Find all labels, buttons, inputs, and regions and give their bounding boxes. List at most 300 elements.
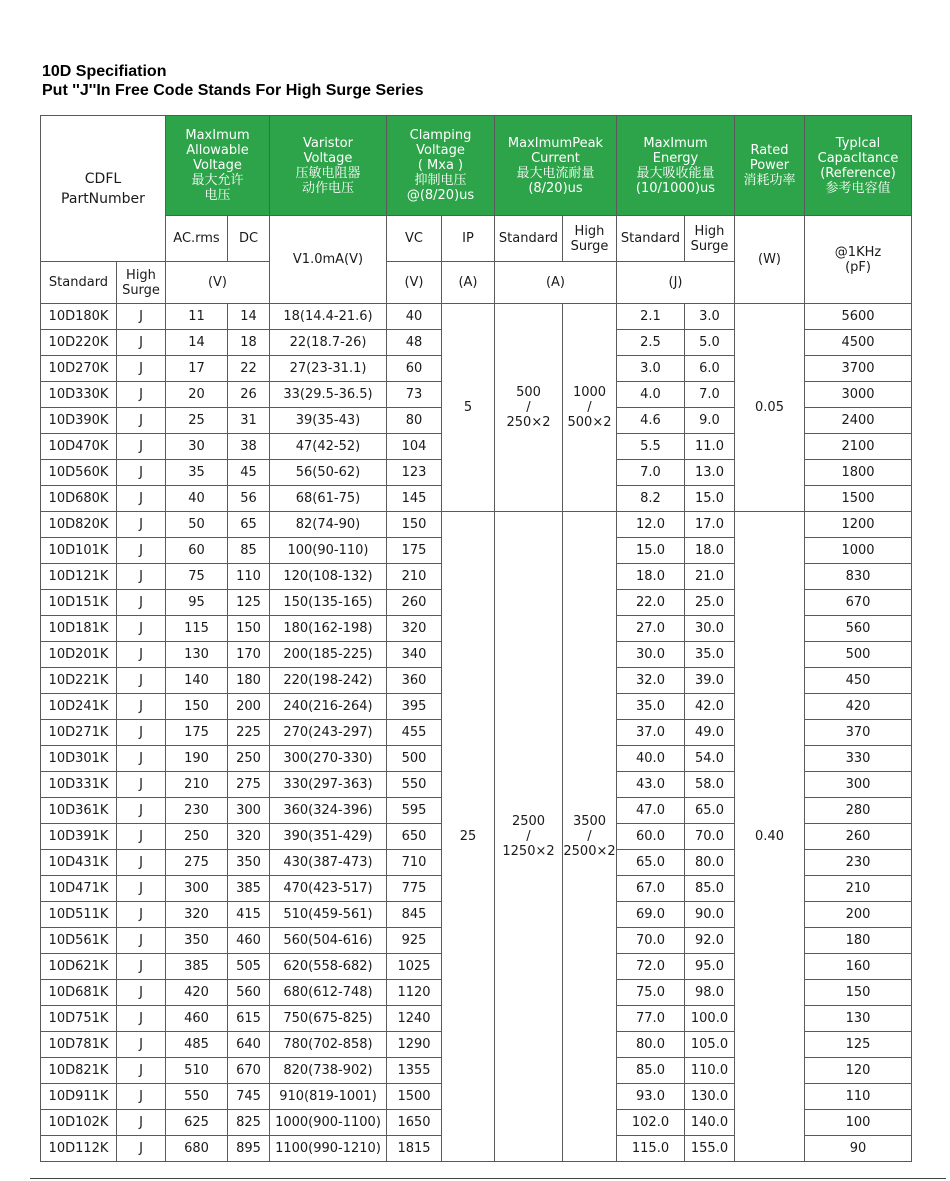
part-number: 10D511K	[41, 902, 117, 928]
energy-standard-value: 7.0	[617, 460, 685, 486]
rated-power-value: 0.05	[735, 304, 805, 512]
varistor-voltage-header	[270, 116, 387, 216]
ac-rms-value: 175	[166, 720, 228, 746]
vc-value: 925	[387, 928, 442, 954]
varistor-voltage-value: 390(351-429)	[270, 824, 387, 850]
peak-l2: Current	[531, 150, 580, 166]
varistor-voltage-value: 910(819-1001)	[270, 1084, 387, 1110]
energy-standard-value: 115.0	[617, 1136, 685, 1162]
high-surge-code: J	[117, 902, 166, 928]
peak-current-header	[495, 116, 617, 216]
part-number: 10D101K	[41, 538, 117, 564]
ac-rms-value: 75	[166, 564, 228, 590]
part-number: 10D471K	[41, 876, 117, 902]
dc-value: 85	[228, 538, 270, 564]
capacitance-value: 230	[805, 850, 912, 876]
cap-l2: CapacItance	[817, 150, 899, 166]
ac-rms-value: 350	[166, 928, 228, 954]
varistor-voltage-value: 330(297-363)	[270, 772, 387, 798]
ac-rms-value: 485	[166, 1032, 228, 1058]
varistor-voltage-value: 560(504-616)	[270, 928, 387, 954]
part-number: 10D221K	[41, 668, 117, 694]
table-row	[41, 304, 912, 330]
ac-rms-value: 320	[166, 902, 228, 928]
energy-standard-value: 4.0	[617, 382, 685, 408]
capacitance-value: 1500	[805, 486, 912, 512]
cap-l4: 参考电容值	[825, 180, 891, 196]
capacitance-value: 120	[805, 1058, 912, 1084]
energy-high-surge-value: 49.0	[685, 720, 735, 746]
high-surge-subheader	[117, 262, 166, 304]
vc-value: 145	[387, 486, 442, 512]
dc-value: 225	[228, 720, 270, 746]
energy-standard-value: 93.0	[617, 1084, 685, 1110]
energy-standard-value: 15.0	[617, 538, 685, 564]
peak-value-line: 1250×2	[502, 844, 555, 859]
energy-high-surge-value: 6.0	[685, 356, 735, 382]
varistor-l2: Voltage	[303, 150, 353, 166]
varistor-voltage-value: 33(29.5-36.5)	[270, 382, 387, 408]
part-number: 10D390K	[41, 408, 117, 434]
vc-value: 73	[387, 382, 442, 408]
energy-high-surge-value: 140.0	[685, 1110, 735, 1136]
ac-rms-value: 35	[166, 460, 228, 486]
part-number: 10D151K	[41, 590, 117, 616]
ac-rms-value: 460	[166, 1006, 228, 1032]
dc-value: 250	[228, 746, 270, 772]
ac-rms-value: 130	[166, 642, 228, 668]
capacitance-value: 90	[805, 1136, 912, 1162]
peak-value-line: 500	[516, 385, 541, 400]
energy-standard-value: 37.0	[617, 720, 685, 746]
vc-value: 40	[387, 304, 442, 330]
vc-value: 650	[387, 824, 442, 850]
peak-value-line: 3500	[572, 814, 607, 829]
ac-rms-value: 60	[166, 538, 228, 564]
power-l2: Power	[749, 158, 790, 173]
varistor-l3: 压敏电阻器	[295, 165, 361, 181]
varistor-voltage-value: 1000(900-1100)	[270, 1110, 387, 1136]
power-unit: (W)	[735, 216, 805, 304]
partnumber-header	[41, 116, 166, 262]
energy-standard-value: 3.0	[617, 356, 685, 382]
dc-value: 125	[228, 590, 270, 616]
capacitance-value: 300	[805, 772, 912, 798]
part-number: 10D181K	[41, 616, 117, 642]
peak-high-surge-value	[563, 512, 617, 1162]
capacitance-value: 2400	[805, 408, 912, 434]
peak-value-line: 250×2	[506, 415, 551, 430]
capacitance-header	[805, 116, 912, 216]
allowable-l3: Voltage	[193, 158, 242, 173]
energy-standard-value: 35.0	[617, 694, 685, 720]
ac-rms-value: 95	[166, 590, 228, 616]
energy-high-surge-value: 92.0	[685, 928, 735, 954]
ac-rms-subheader: AC.rms	[166, 216, 228, 262]
ac-rms-value: 17	[166, 356, 228, 382]
high-surge-code: J	[117, 460, 166, 486]
varistor-voltage-value: 27(23-31.1)	[270, 356, 387, 382]
energy-high-surge-value: 5.0	[685, 330, 735, 356]
energy-standard-value: 67.0	[617, 876, 685, 902]
capacitance-value: 330	[805, 746, 912, 772]
energy-high-surge-value: 7.0	[685, 382, 735, 408]
varistor-voltage-value: 82(74-90)	[270, 512, 387, 538]
ac-rms-value: 25	[166, 408, 228, 434]
capacitance-value: 1800	[805, 460, 912, 486]
energy-standard-value: 47.0	[617, 798, 685, 824]
varistor-voltage-value: 68(61-75)	[270, 486, 387, 512]
allowable-l4: 最大允许	[191, 173, 244, 188]
high-surge-code: J	[117, 330, 166, 356]
part-number: 10D680K	[41, 486, 117, 512]
energy-standard-value: 60.0	[617, 824, 685, 850]
peak-value-line: /	[526, 829, 531, 844]
vc-value: 175	[387, 538, 442, 564]
dc-value: 26	[228, 382, 270, 408]
dc-value: 895	[228, 1136, 270, 1162]
capacitance-value: 110	[805, 1084, 912, 1110]
ip-value: 5	[442, 304, 495, 512]
allowable-l5: 电压	[204, 188, 231, 203]
hs-l1: High	[126, 267, 156, 283]
table-row	[41, 512, 912, 538]
capacitance-value: 130	[805, 1006, 912, 1032]
energy-standard-value: 12.0	[617, 512, 685, 538]
energy-header	[617, 116, 735, 216]
high-surge-code: J	[117, 616, 166, 642]
capacitance-value: 125	[805, 1032, 912, 1058]
peak-value-line: /	[587, 829, 592, 844]
allowable-l2: Allowable	[186, 143, 249, 158]
dc-value: 38	[228, 434, 270, 460]
spec-table	[40, 115, 912, 1162]
energy-l3: 最大吸收能量	[636, 165, 715, 181]
part-number: 10D271K	[41, 720, 117, 746]
varistor-voltage-value: 360(324-396)	[270, 798, 387, 824]
peak-high-surge-value	[563, 304, 617, 512]
part-number: 10D681K	[41, 980, 117, 1006]
ac-rms-value: 11	[166, 304, 228, 330]
capacitance-value: 1000	[805, 538, 912, 564]
varistor-voltage-value: 510(459-561)	[270, 902, 387, 928]
energy-standard-subheader: Standard	[617, 216, 685, 262]
peak-high-surge-subheader	[563, 216, 617, 262]
dc-subheader: DC	[228, 216, 270, 262]
energy-standard-value: 2.5	[617, 330, 685, 356]
dc-value: 415	[228, 902, 270, 928]
partnumber-header-l2: PartNumber	[61, 190, 145, 207]
peak-hs-l2: Surge	[570, 238, 609, 254]
high-surge-code: J	[117, 850, 166, 876]
energy-high-surge-value: 30.0	[685, 616, 735, 642]
energy-high-surge-value: 9.0	[685, 408, 735, 434]
energy-high-surge-value: 98.0	[685, 980, 735, 1006]
high-surge-code: J	[117, 564, 166, 590]
high-surge-code: J	[117, 1006, 166, 1032]
high-surge-code: J	[117, 798, 166, 824]
ac-rms-value: 420	[166, 980, 228, 1006]
varistor-voltage-value: 220(198-242)	[270, 668, 387, 694]
peak-standard-subheader: Standard	[495, 216, 563, 262]
capacitance-value: 500	[805, 642, 912, 668]
high-surge-code: J	[117, 746, 166, 772]
dc-value: 275	[228, 772, 270, 798]
ac-rms-value: 230	[166, 798, 228, 824]
varistor-voltage-value: 270(243-297)	[270, 720, 387, 746]
high-surge-code: J	[117, 1110, 166, 1136]
clamping-l1: Clamping	[409, 128, 472, 143]
part-number: 10D112K	[41, 1136, 117, 1162]
vc-value: 710	[387, 850, 442, 876]
varistor-voltage-value: 470(423-517)	[270, 876, 387, 902]
part-number: 10D361K	[41, 798, 117, 824]
energy-standard-value: 2.1	[617, 304, 685, 330]
vc-value: 60	[387, 356, 442, 382]
dc-value: 45	[228, 460, 270, 486]
energy-l1: MaxImum	[643, 135, 708, 151]
vc-value: 500	[387, 746, 442, 772]
rated-power-header	[735, 116, 805, 216]
dc-value: 56	[228, 486, 270, 512]
vc-value: 320	[387, 616, 442, 642]
dc-value: 615	[228, 1006, 270, 1032]
dc-value: 300	[228, 798, 270, 824]
ac-rms-value: 115	[166, 616, 228, 642]
high-surge-code: J	[117, 304, 166, 330]
energy-high-surge-value: 130.0	[685, 1084, 735, 1110]
high-surge-code: J	[117, 590, 166, 616]
power-l3: 消耗功率	[743, 173, 796, 188]
dc-value: 560	[228, 980, 270, 1006]
energy-standard-value: 72.0	[617, 954, 685, 980]
vc-value: 595	[387, 798, 442, 824]
allowable-l1: MaxImum	[185, 128, 250, 143]
varistor-l1: Varistor	[303, 135, 353, 151]
energy-standard-value: 43.0	[617, 772, 685, 798]
clamping-l5: @(8/20)us	[406, 188, 475, 203]
energy-high-surge-value: 42.0	[685, 694, 735, 720]
high-surge-code: J	[117, 1136, 166, 1162]
part-number: 10D301K	[41, 746, 117, 772]
varistor-voltage-value: 120(108-132)	[270, 564, 387, 590]
high-surge-code: J	[117, 720, 166, 746]
capacitance-value: 100	[805, 1110, 912, 1136]
varistor-voltage-value: 47(42-52)	[270, 434, 387, 460]
cap-l1: TypIcal	[835, 135, 881, 151]
ip-value: 25	[442, 512, 495, 1162]
varistor-voltage-value: 1100(990-1210)	[270, 1136, 387, 1162]
ac-rms-value: 510	[166, 1058, 228, 1084]
high-surge-code: J	[117, 876, 166, 902]
energy-standard-value: 32.0	[617, 668, 685, 694]
part-number: 10D121K	[41, 564, 117, 590]
varistor-voltage-value: 240(216-264)	[270, 694, 387, 720]
part-number: 10D330K	[41, 382, 117, 408]
high-surge-code: J	[117, 356, 166, 382]
ac-rms-value: 50	[166, 512, 228, 538]
part-number: 10D781K	[41, 1032, 117, 1058]
vc-value: 210	[387, 564, 442, 590]
dc-value: 170	[228, 642, 270, 668]
cap-unit-l1: @1KHz	[834, 244, 882, 260]
varistor-voltage-value: 150(135-165)	[270, 590, 387, 616]
peak-value-line: 1000	[572, 385, 607, 400]
part-number: 10D470K	[41, 434, 117, 460]
capacitance-value: 280	[805, 798, 912, 824]
vc-value: 775	[387, 876, 442, 902]
energy-high-surge-value: 3.0	[685, 304, 735, 330]
high-surge-code: J	[117, 980, 166, 1006]
capacitance-value: 210	[805, 876, 912, 902]
energy-high-surge-value: 80.0	[685, 850, 735, 876]
energy-high-surge-value: 90.0	[685, 902, 735, 928]
energy-standard-value: 18.0	[617, 564, 685, 590]
vc-value: 1120	[387, 980, 442, 1006]
peak-l1: MaxImumPeak	[507, 135, 604, 151]
energy-standard-value: 69.0	[617, 902, 685, 928]
energy-high-surge-value: 39.0	[685, 668, 735, 694]
energy-unit: (J)	[617, 262, 735, 304]
clamping-l2: Voltage	[416, 143, 465, 158]
vc-unit: (V)	[387, 262, 442, 304]
energy-standard-value: 40.0	[617, 746, 685, 772]
vc-value: 845	[387, 902, 442, 928]
part-number: 10D180K	[41, 304, 117, 330]
allowable-voltage-header	[166, 116, 270, 216]
varistor-voltage-value: 300(270-330)	[270, 746, 387, 772]
energy-high-surge-value: 21.0	[685, 564, 735, 590]
part-number: 10D820K	[41, 512, 117, 538]
rated-power-value: 0.40	[735, 512, 805, 1162]
ac-rms-value: 250	[166, 824, 228, 850]
high-surge-code: J	[117, 642, 166, 668]
ac-rms-value: 625	[166, 1110, 228, 1136]
high-surge-code: J	[117, 824, 166, 850]
dc-value: 18	[228, 330, 270, 356]
part-number: 10D561K	[41, 928, 117, 954]
capacitance-value: 450	[805, 668, 912, 694]
dc-value: 745	[228, 1084, 270, 1110]
varistor-voltage-value: 100(90-110)	[270, 538, 387, 564]
vc-subheader: VC	[387, 216, 442, 262]
vc-value: 1025	[387, 954, 442, 980]
vc-value: 123	[387, 460, 442, 486]
varistor-voltage-value: 750(675-825)	[270, 1006, 387, 1032]
high-surge-code: J	[117, 1058, 166, 1084]
energy-high-surge-value: 17.0	[685, 512, 735, 538]
energy-standard-value: 30.0	[617, 642, 685, 668]
energy-high-surge-value: 35.0	[685, 642, 735, 668]
capacitance-value: 420	[805, 694, 912, 720]
dc-value: 505	[228, 954, 270, 980]
part-number: 10D220K	[41, 330, 117, 356]
ac-rms-value: 30	[166, 434, 228, 460]
energy-high-surge-value: 100.0	[685, 1006, 735, 1032]
ac-rms-value: 210	[166, 772, 228, 798]
energy-standard-value: 22.0	[617, 590, 685, 616]
varistor-voltage-value: 680(612-748)	[270, 980, 387, 1006]
ac-rms-value: 150	[166, 694, 228, 720]
energy-high-surge-value: 70.0	[685, 824, 735, 850]
vc-value: 1500	[387, 1084, 442, 1110]
energy-high-surge-value: 25.0	[685, 590, 735, 616]
dc-value: 150	[228, 616, 270, 642]
voltage-unit: (V)	[166, 262, 270, 304]
energy-high-surge-value: 65.0	[685, 798, 735, 824]
vc-value: 80	[387, 408, 442, 434]
dc-value: 320	[228, 824, 270, 850]
bottom-rule	[30, 1178, 946, 1179]
part-number: 10D751K	[41, 1006, 117, 1032]
v1ma-subheader: V1.0mA(V)	[270, 216, 387, 304]
ac-rms-value: 550	[166, 1084, 228, 1110]
varistor-voltage-value: 620(558-682)	[270, 954, 387, 980]
energy-standard-value: 85.0	[617, 1058, 685, 1084]
ip-unit: (A)	[442, 262, 495, 304]
part-number: 10D241K	[41, 694, 117, 720]
dc-value: 350	[228, 850, 270, 876]
part-number: 10D102K	[41, 1110, 117, 1136]
capacitance-value: 4500	[805, 330, 912, 356]
peak-l4: (8/20)us	[528, 180, 583, 196]
clamping-l3: ( Mxa )	[417, 158, 464, 173]
energy-standard-value: 70.0	[617, 928, 685, 954]
high-surge-code: J	[117, 486, 166, 512]
varistor-voltage-value: 180(162-198)	[270, 616, 387, 642]
energy-high-surge-value: 11.0	[685, 434, 735, 460]
energy-hs-l2: Surge	[690, 238, 729, 254]
peak-standard-value	[495, 304, 563, 512]
vc-value: 1815	[387, 1136, 442, 1162]
dc-value: 65	[228, 512, 270, 538]
part-number: 10D911K	[41, 1084, 117, 1110]
title-line-2: Put ''J''In Free Code Stands For High Surge Series	[42, 82, 424, 99]
peak-value-line: 2500	[511, 814, 546, 829]
high-surge-code: J	[117, 382, 166, 408]
energy-standard-value: 5.5	[617, 434, 685, 460]
energy-hs-l1: High	[694, 223, 725, 239]
varistor-voltage-value: 56(50-62)	[270, 460, 387, 486]
varistor-voltage-value: 820(738-902)	[270, 1058, 387, 1084]
high-surge-code: J	[117, 1084, 166, 1110]
peak-value-line: 2500×2	[563, 844, 616, 859]
capacitance-value: 370	[805, 720, 912, 746]
varistor-voltage-value: 430(387-473)	[270, 850, 387, 876]
dc-value: 200	[228, 694, 270, 720]
peak-value-line: /	[526, 400, 531, 415]
energy-high-surge-value: 54.0	[685, 746, 735, 772]
energy-high-surge-value: 85.0	[685, 876, 735, 902]
part-number: 10D821K	[41, 1058, 117, 1084]
varistor-voltage-value: 200(185-225)	[270, 642, 387, 668]
cap-unit	[805, 216, 912, 304]
peak-value-line: 500×2	[567, 415, 612, 430]
standard-subheader: Standard	[41, 262, 117, 304]
vc-value: 104	[387, 434, 442, 460]
ac-rms-value: 40	[166, 486, 228, 512]
ac-rms-value: 275	[166, 850, 228, 876]
clamping-l4: 抑制电压	[414, 173, 467, 188]
energy-high-surge-value: 58.0	[685, 772, 735, 798]
part-number: 10D431K	[41, 850, 117, 876]
energy-standard-value: 4.6	[617, 408, 685, 434]
energy-high-surge-value: 13.0	[685, 460, 735, 486]
partnumber-header-l1: CDFL	[84, 170, 122, 187]
vc-value: 1240	[387, 1006, 442, 1032]
ac-rms-value: 385	[166, 954, 228, 980]
capacitance-value: 150	[805, 980, 912, 1006]
